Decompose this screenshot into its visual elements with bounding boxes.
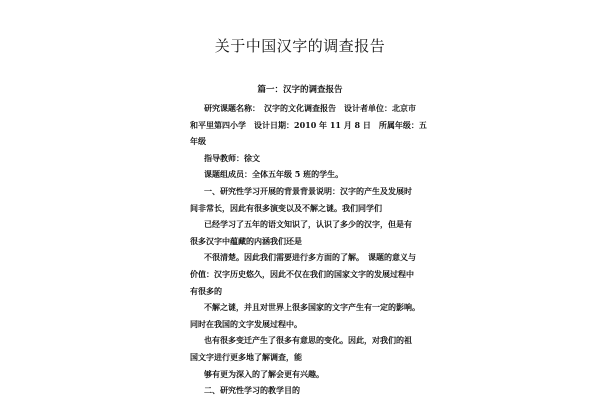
- body-line-18: 二、研究性学习的教学目的: [204, 385, 300, 396]
- body-line-14: 同时在我国的文字发展过程中。: [190, 318, 302, 329]
- body-line-12: 有很多的: [190, 285, 222, 296]
- body-line-17: 够有更为深入的了解会更有兴趣。: [204, 368, 324, 379]
- body-line-6: 一、研究性学习开展的背景背景说明：汉字的产生及发展时: [204, 185, 412, 196]
- body-line-7: 间非常长，因此有很多演变以及不解之谜。我们同学们: [190, 202, 382, 213]
- body-line-10: 不很清楚。因此我们需要进行多方面的了解。 课题的意义与: [204, 252, 416, 263]
- body-line-9: 很多汉字中蕴藏的内涵我们还是: [190, 235, 302, 246]
- body-line-5: 课题组成员：全体五年级 5 班的学生。: [204, 169, 344, 180]
- body-line-11: 价值：汉字历史悠久，因此不仅在我们的国家文字的发展过程中: [190, 268, 414, 279]
- body-line-8: 已经学习了五年的语文知识了，认识了多少的汉字，但是有: [204, 219, 412, 230]
- document-subtitle: 篇一：汉字的调查报告: [257, 85, 343, 95]
- body-line-13: 不解之谜，并且对世界上很多国家的文字产生有一定的影响。: [204, 302, 420, 313]
- body-line-3: 年级: [190, 136, 206, 147]
- body-line-2: 和平里第四小学 设计日期：2010 年 11 月 8 日 所属年级：五: [190, 119, 427, 130]
- body-line-4: 指导教师：徐文: [204, 152, 260, 163]
- document-title: 关于中国汉字的调查报告: [214, 37, 386, 55]
- body-line-1: 研究课题名称： 汉字的文化调查报告 设计者单位：北京市: [204, 103, 416, 113]
- document-body: [190, 100, 427, 399]
- body-line-15: 也有很多变迁产生了很多有意思的变化。因此，对我们的祖: [204, 335, 412, 346]
- body-line-16: 国文字进行更多地了解调查，能: [190, 351, 302, 362]
